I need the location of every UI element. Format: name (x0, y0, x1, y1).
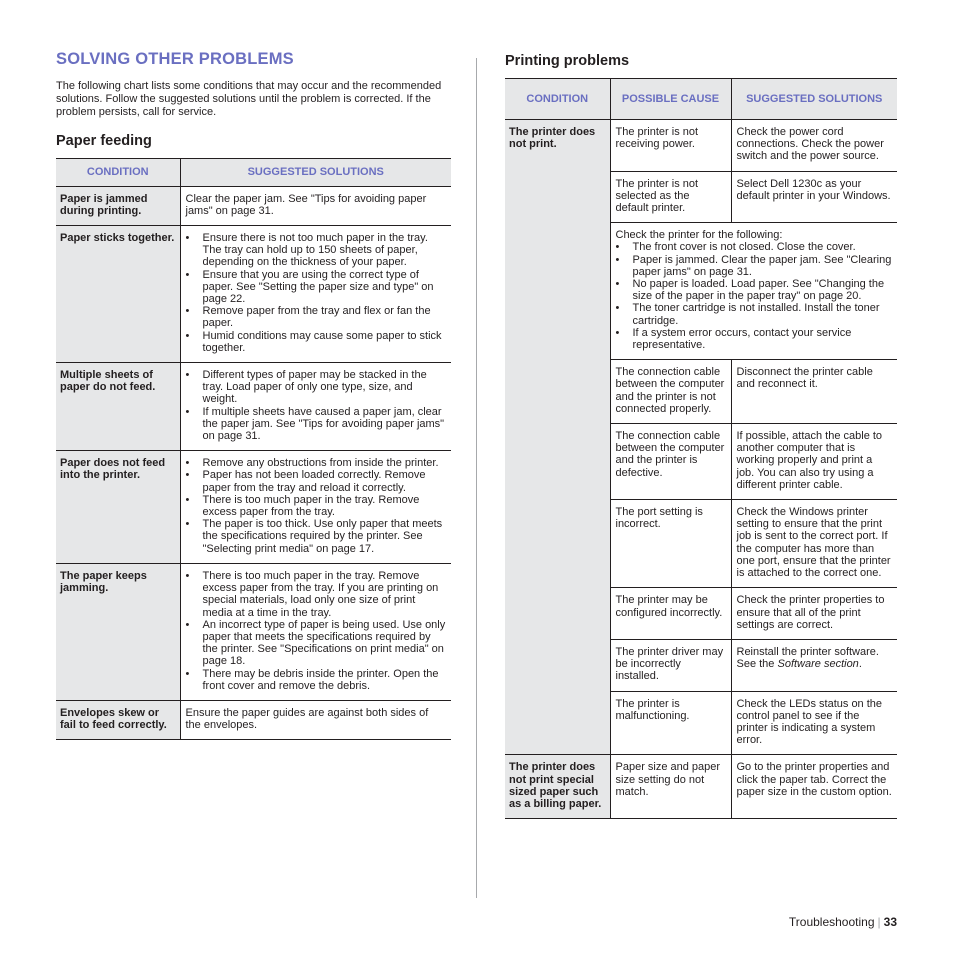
table-row (56, 700, 451, 739)
table-row (56, 186, 451, 225)
page-title: SOLVING OTHER PROBLEMS (56, 50, 294, 68)
solution-cell (180, 563, 451, 700)
table-header-row (56, 158, 451, 186)
list-item: • The paper is too thick. Use only paper that meets the specifications required by the printer. See "Selecting print media" on page 17. (186, 518, 447, 555)
paper-feeding-table (56, 158, 451, 741)
condition-cell: The paper keeps jamming. (56, 563, 180, 700)
intro-paragraph: The following chart lists some conditions that may occur and the recommended solutions. Follow the suggested solutions until the problem is corrected. If the problem persists, call for service. (56, 80, 442, 119)
left-column (56, 50, 451, 740)
solution-cell (731, 639, 897, 691)
solution-cell: Check the printer properties to ensure that all of the print settings are correct. (731, 588, 897, 640)
solution-text: Reinstall the printer software. See the (736, 645, 879, 671)
list-item: • Paper has not been loaded correctly. Remove paper from the tray and reload it correctly. (186, 469, 447, 493)
check-list (616, 241, 893, 351)
condition-cell: Paper does not feed into the printer. (56, 451, 180, 564)
list-item: • The toner cartridge is not installed. Install the toner cartridge. (616, 302, 893, 326)
solution-text-end: . (858, 658, 862, 671)
condition-cell: Envelopes skew or fail to feed correctly. (56, 700, 180, 739)
list-item: • There may be debris inside the printer. Open the front cover and remove the debris. (186, 668, 447, 692)
merged-check-cell (610, 223, 897, 360)
list-item: • Different types of paper may be stacked in the tray. Load paper of only one type, size, and weight. (186, 369, 447, 406)
header-condition: CONDITION (505, 79, 610, 120)
solution-cell: Check the LEDs status on the control panel to see if the printer is indicating a system error. (731, 691, 897, 755)
cause-cell: The connection cable between the computer and the printer is defective. (610, 424, 731, 500)
solution-cell: Clear the paper jam. See "Tips for avoiding paper jams" on page 31. (180, 186, 451, 225)
table-row (56, 226, 451, 363)
page-number: 33 (883, 915, 897, 929)
list-item: • The front cover is not closed. Close the cover. (616, 241, 893, 253)
list-item: • Humid conditions may cause some paper to stick together. (186, 330, 447, 354)
condition-cell: Multiple sheets of paper do not feed. (56, 363, 180, 451)
cause-cell: The printer driver may be incorrectly installed. (610, 639, 731, 691)
header-condition: CONDITION (56, 158, 180, 186)
solution-cell (180, 226, 451, 363)
table-row (56, 563, 451, 700)
header-suggested-solutions: SUGGESTED SOLUTIONS (731, 79, 897, 120)
solution-list (186, 570, 447, 692)
solution-cell: Ensure the paper guides are against both sides of the envelopes. (180, 700, 451, 739)
cause-cell: The connection cable between the computer and the printer is not connected properly. (610, 360, 731, 424)
solution-cell: Check the Windows printer setting to ensure that the print job is sent to the correct port. If the computer has more than one port, ensure that the printer is attached to the correct one. (731, 500, 897, 588)
cause-cell: The printer is not receiving power. (610, 120, 731, 172)
solution-list (186, 457, 447, 555)
list-item: • Ensure there is not too much paper in the tray. The tray can hold up to 150 sheets of paper, depending on the thickness of your paper. (186, 232, 447, 269)
solution-cell (180, 363, 451, 451)
page-footer (789, 915, 897, 929)
cause-cell: The printer is not selected as the default printer. (610, 171, 731, 223)
solution-cell: Select Dell 1230c as your default printer in your Windows. (731, 171, 897, 223)
table-row (505, 120, 897, 172)
list-item: • There is too much paper in the tray. Remove excess paper from the tray. (186, 494, 447, 518)
cause-cell: Paper size and paper size setting do not match. (610, 755, 731, 819)
header-suggested-solutions: SUGGESTED SOLUTIONS (180, 158, 451, 186)
footer-section-name: Troubleshooting (788, 915, 875, 929)
list-item: • Paper is jammed. Clear the paper jam. See "Clearing paper jams" on page 31. (616, 254, 893, 278)
list-item: • Remove any obstructions from inside the printer. (186, 457, 447, 469)
solution-cell: Disconnect the printer cable and reconnect it. (731, 360, 897, 424)
table-row (56, 363, 451, 451)
table-header-row (505, 79, 897, 120)
paper-feeding-heading: Paper feeding (56, 132, 152, 149)
printing-problems-table (505, 78, 897, 819)
condition-cell: Paper is jammed during printing. (56, 186, 180, 225)
solution-cell: If possible, attach the cable to another computer that is working properly and print a job. You can also try using a different printer cable. (731, 424, 897, 500)
solution-cell: Go to the printer properties and click the paper tab. Correct the paper size in the custom option. (731, 755, 897, 819)
solution-cell: Check the power cord connections. Check the power switch and the power source. (731, 120, 897, 172)
solution-list (186, 232, 447, 354)
list-item: • If multiple sheets have caused a paper jam, clear the paper jam. See "Tips for avoiding paper jams" on page 31. (186, 406, 447, 443)
column-divider (476, 58, 477, 898)
table-row (56, 451, 451, 564)
footer-separator: | (877, 915, 881, 929)
header-possible-cause: POSSIBLE CAUSE (610, 79, 731, 120)
list-item: • If a system error occurs, contact your service representative. (616, 327, 893, 351)
condition-cell: Paper sticks together. (56, 226, 180, 363)
right-column (505, 50, 897, 819)
condition-cell: The printer does not print. (505, 120, 610, 755)
table-row (505, 755, 897, 819)
printing-problems-heading: Printing problems (505, 53, 630, 69)
cause-cell: The port setting is incorrect. (610, 500, 731, 588)
check-intro: Check the printer for the following: (615, 229, 783, 242)
condition-cell: The printer does not print special sized paper such as a billing paper. (505, 755, 610, 819)
software-section-reference: Software section (777, 658, 859, 671)
cause-cell: The printer is malfunctioning. (610, 691, 731, 755)
list-item: • An incorrect type of paper is being used. Use only paper that meets the specifications required by the printer. See "Specifications on print media" on page 18. (186, 619, 447, 668)
list-item: • Ensure that you are using the correct type of paper. See "Setting the paper size and type" on page 22. (186, 269, 447, 306)
cause-cell: The printer may be configured incorrectly. (610, 588, 731, 640)
solution-list (186, 369, 447, 442)
solution-cell (180, 451, 451, 564)
list-item: • No paper is loaded. Load paper. See "Changing the size of the paper in the paper tray" on page 20. (616, 278, 893, 302)
list-item: • There is too much paper in the tray. Remove excess paper from the tray. If you are printing on special materials, load only one size of print media at a time in the tray. (186, 570, 447, 619)
list-item: • Remove paper from the tray and flex or fan the paper. (186, 305, 447, 329)
